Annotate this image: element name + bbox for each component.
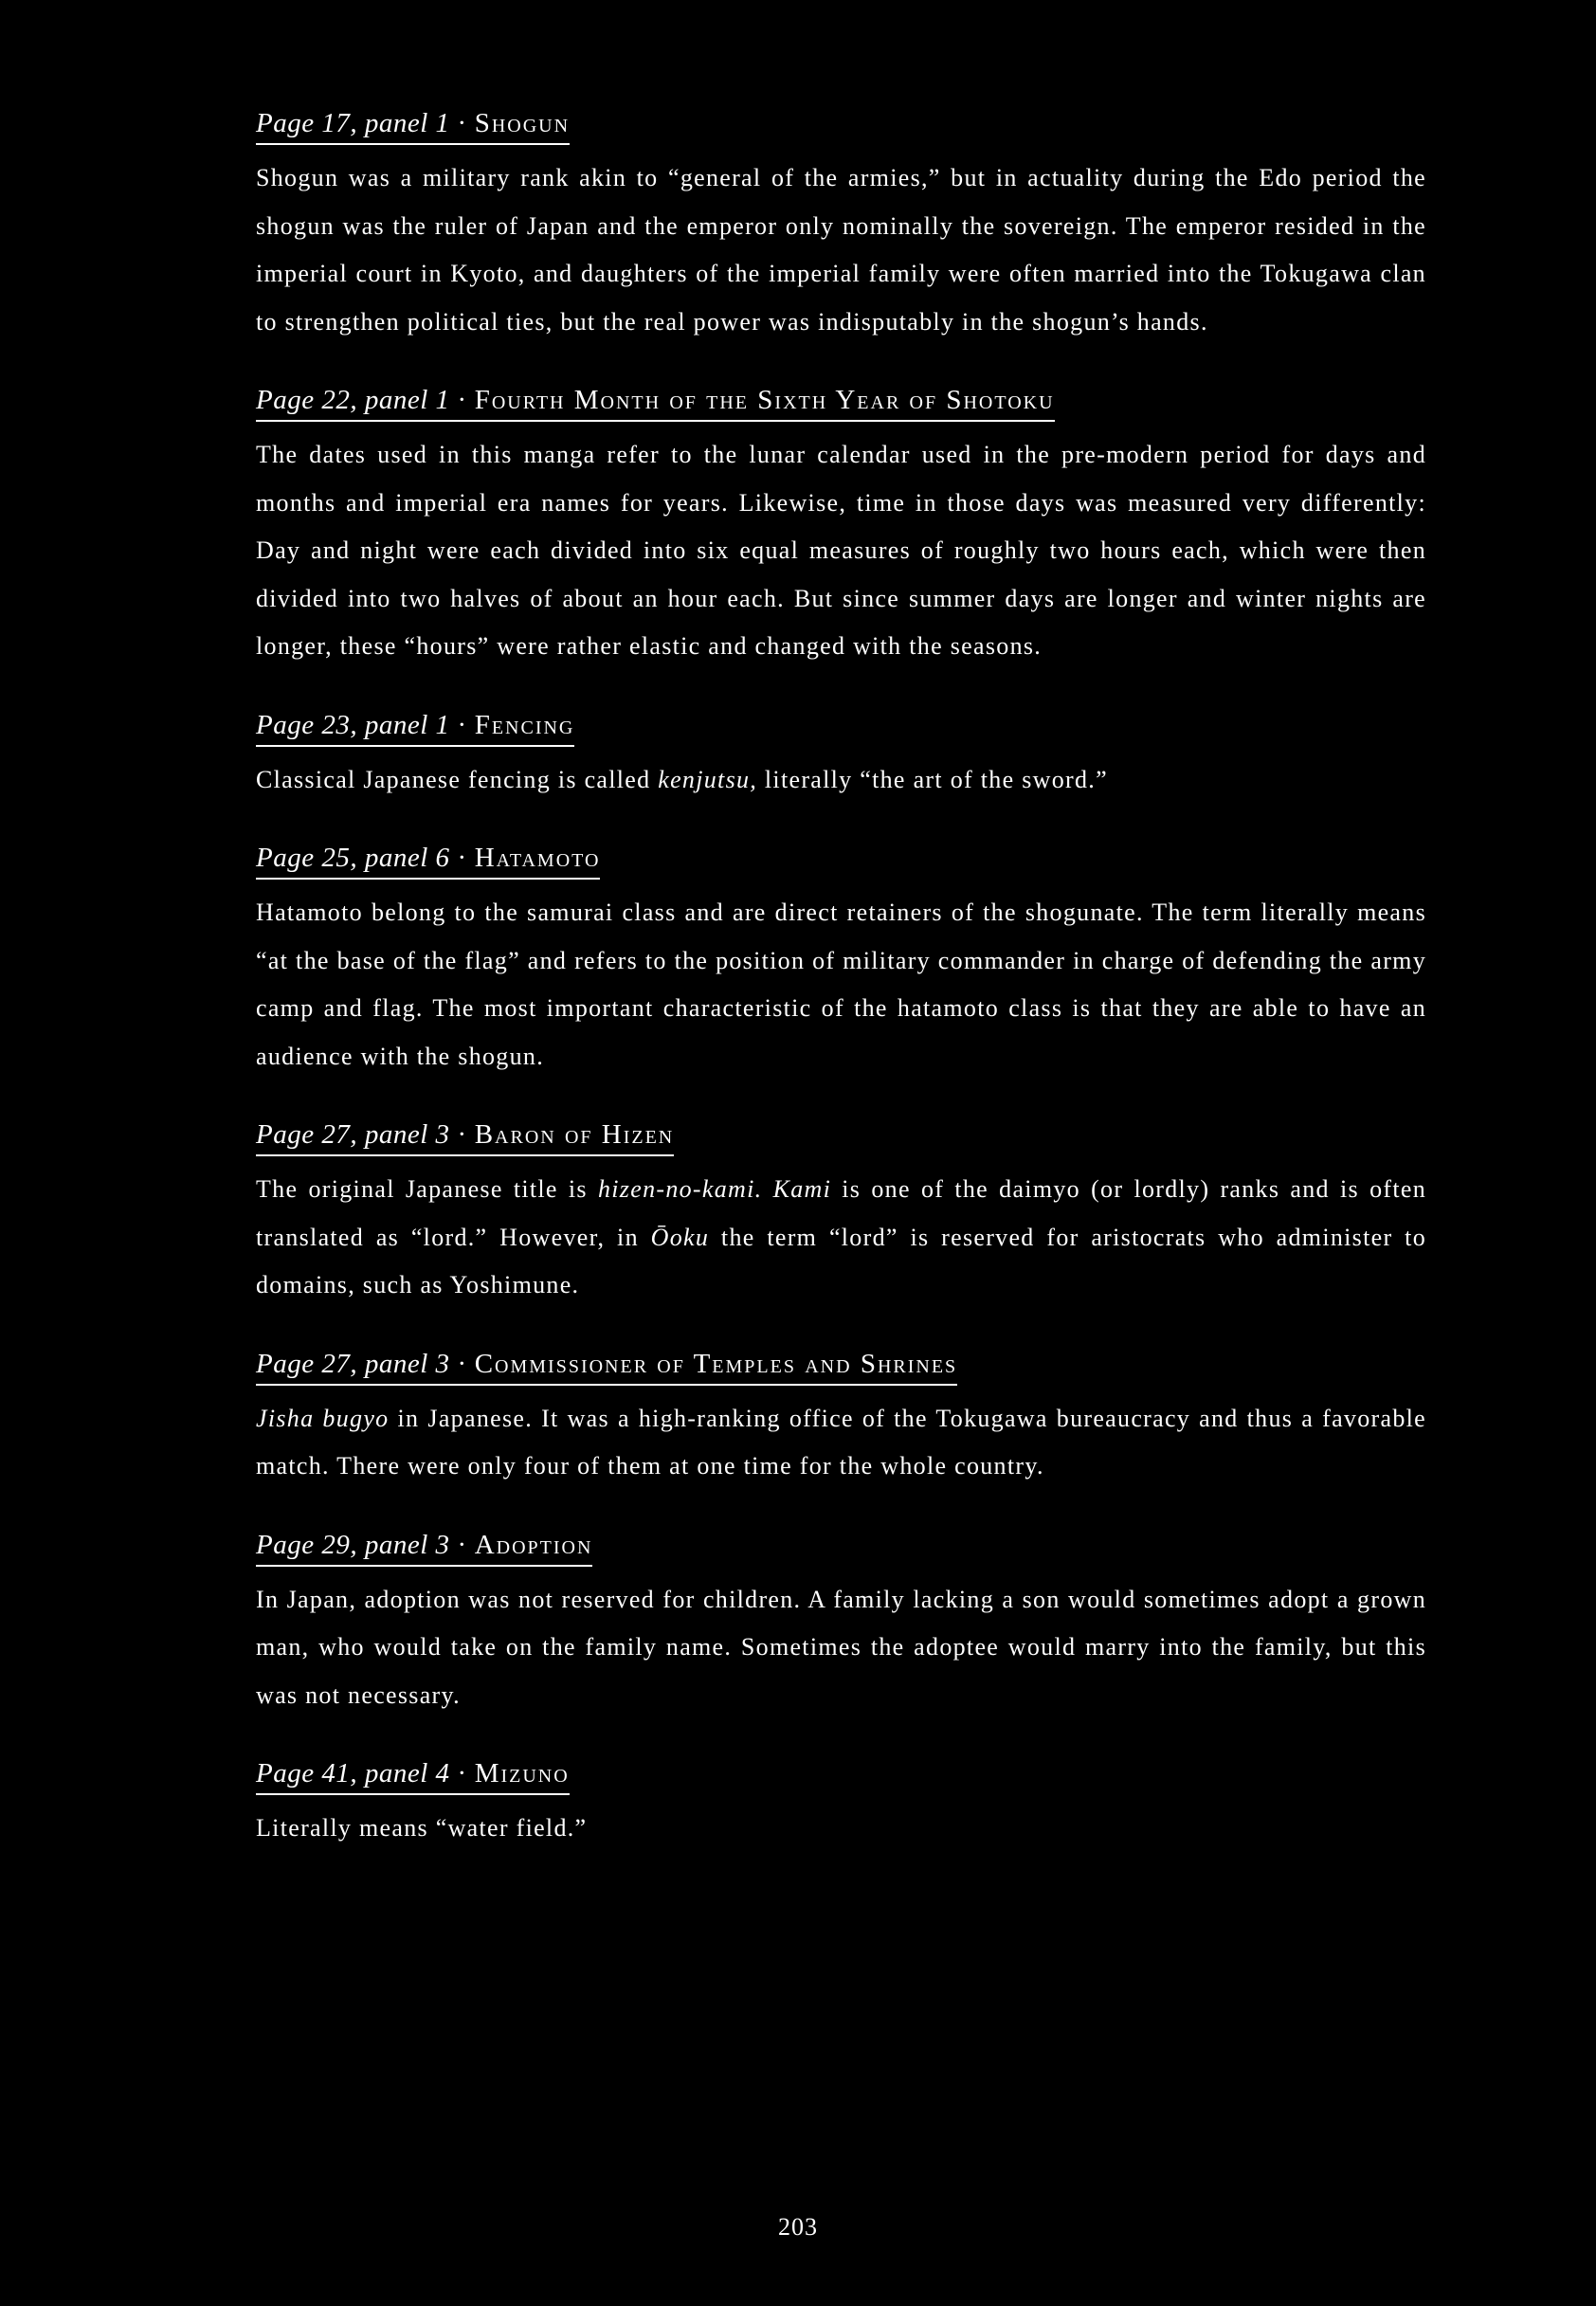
note-ref: Page 22, panel 1 xyxy=(256,385,450,415)
note-term: Hatamoto xyxy=(474,843,601,873)
note-separator: · xyxy=(457,843,467,873)
note-body-text: literally “the art of the sword.” xyxy=(757,765,1108,793)
note-separator: · xyxy=(457,108,467,138)
note-body xyxy=(256,1395,1426,1491)
note-body-text: Classical Japanese fencing is called xyxy=(256,765,659,793)
note-body-foreign-term: hizen-no-kami. xyxy=(597,1175,763,1203)
note-commissioner xyxy=(256,1347,1426,1491)
note-heading xyxy=(256,106,570,145)
note-shogun xyxy=(256,106,1426,346)
note-body-foreign-term: Jisha bugyo xyxy=(256,1404,390,1432)
note-ref: Page 27, panel 3 xyxy=(256,1348,450,1379)
note-mizuno xyxy=(256,1756,1426,1853)
note-fourth-month xyxy=(256,383,1426,671)
note-separator: · xyxy=(457,709,467,740)
note-ref: Page 23, panel 1 xyxy=(256,709,450,740)
note-separator: · xyxy=(457,1758,467,1789)
note-ref: Page 29, panel 3 xyxy=(256,1529,450,1560)
note-body: In Japan, adoption was not reserved for children. A family lacking a son would sometimes adopt a grown man, who would take on the family name. Sometimes the adoptee would marry into the family, but this was not necessary. xyxy=(256,1585,1426,1709)
note-heading xyxy=(256,1756,570,1795)
note-ref: Page 17, panel 1 xyxy=(256,108,450,138)
note-ref: Page 27, panel 3 xyxy=(256,1119,450,1150)
note-term: Adoption xyxy=(474,1529,593,1560)
note-ref: Page 41, panel 4 xyxy=(256,1758,450,1789)
note-heading xyxy=(256,1347,957,1386)
note-separator: · xyxy=(457,1119,467,1150)
note-separator: · xyxy=(457,1348,467,1379)
note-body-foreign-term: Kami xyxy=(772,1175,832,1203)
note-fencing xyxy=(256,708,1426,805)
note-heading xyxy=(256,1528,592,1567)
note-body: Literally means “water field.” xyxy=(256,1814,588,1842)
note-body xyxy=(256,1166,1426,1310)
note-separator: · xyxy=(457,385,467,415)
note-term: Baron of Hizen xyxy=(474,1119,675,1150)
note-term: Fencing xyxy=(474,709,575,740)
note-term: Fourth Month of the Sixth Year of Shotoku xyxy=(474,385,1055,415)
note-heading xyxy=(256,841,600,880)
note-baron-of-hizen xyxy=(256,1117,1426,1310)
note-term: Shogun xyxy=(474,108,571,138)
note-body-text: The original Japanese title is xyxy=(256,1175,598,1203)
note-heading xyxy=(256,708,574,747)
note-body-title: Ōoku xyxy=(650,1223,710,1251)
note-body: Shogun was a military rank akin to “general of the armies,” but in actuality during the Edo period the shogun was the ruler of Japan and the emperor only nominally the sovereign. The emperor resided in the imperial court in Kyoto, and daughters of the imperial family were often married into the Tokugawa clan to strengthen political ties, but the real power was indisputably in the shogun’s hands. xyxy=(256,164,1426,336)
note-term: Commissioner of Temples and Shrines xyxy=(474,1348,958,1379)
note-body-text xyxy=(762,1175,772,1203)
note-heading xyxy=(256,383,1055,422)
note-body: Hatamoto belong to the samurai class and are direct retainers of the shogunate. The term literally means “at the base of the flag” and refers to the position of military commander in charge of defending the army camp and flag. The most important characteristic of the hatamoto class is that they are able to have an audience with the shogun. xyxy=(256,899,1426,1070)
note-heading xyxy=(256,1117,674,1156)
note-body xyxy=(256,756,1426,805)
note-separator: · xyxy=(457,1529,467,1560)
translation-notes xyxy=(256,106,1426,1853)
note-term: Mizuno xyxy=(474,1758,570,1789)
note-ref: Page 25, panel 6 xyxy=(256,843,450,873)
note-body-text: in Japanese. It was a high-ranking office of the Tokugawa bureaucracy and thus a favorable match. There were only four of them at one time for the whole country. xyxy=(256,1404,1426,1480)
page-number: 203 xyxy=(778,2213,818,2241)
note-body-text: is one of the daimyo (or lordly) ranks and is often translated as “lord.” However, in xyxy=(256,1175,1427,1251)
note-body-foreign-term: kenjutsu, xyxy=(658,765,758,793)
note-adoption xyxy=(256,1528,1426,1720)
note-body: The dates used in this manga refer to the lunar calendar used in the pre-modern period for days and months and imperial era names for years. Likewise, time in those days was measured very differently: Day and night were each divided into six equal measures of roughly two hours each, which were then divided into two halves of about an hour each. But since summer days are longer and winter nights are longer, these “hours” were rather elastic and changed with the seasons. xyxy=(256,441,1426,660)
note-hatamoto xyxy=(256,841,1426,1080)
note-body-text: the term “lord” is reserved for aristocrats who administer to domains, such as Yoshimune. xyxy=(256,1223,1426,1298)
